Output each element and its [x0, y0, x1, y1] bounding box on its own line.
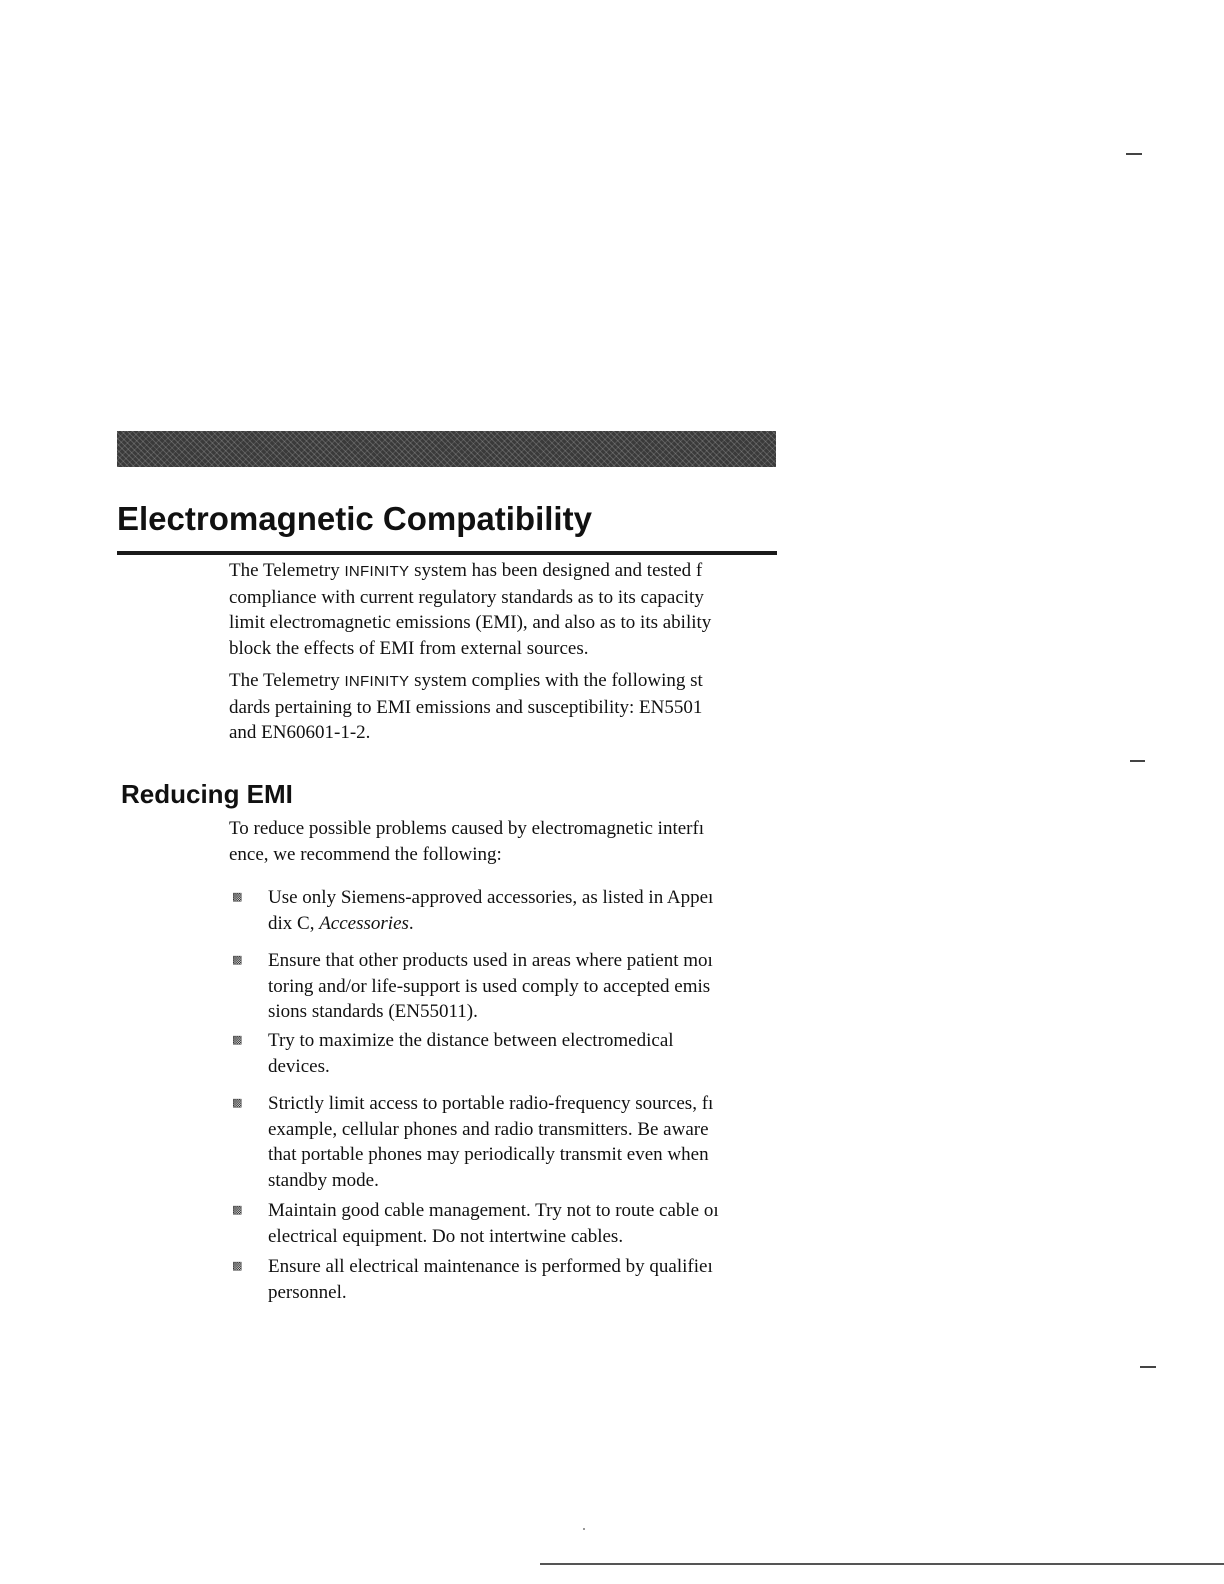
bullet-icon: ▩ — [232, 1033, 243, 1046]
paragraph-line: compliance with current regulatory standards as to its capacity — [229, 586, 704, 608]
margin-mark — [1126, 153, 1142, 155]
bullet-icon: ▩ — [232, 890, 243, 903]
paragraph-line: ence, we recommend the following: — [229, 843, 502, 865]
intro-paragraph-2 — [229, 668, 789, 746]
brand-name: INFINITY — [344, 563, 410, 580]
section-header-bar — [117, 431, 776, 467]
subsection-intro — [229, 816, 789, 867]
paragraph-line: limit electromagnetic emissions (EMI), and also as to its ability — [229, 612, 712, 633]
scan-speck — [583, 1528, 585, 1530]
intro-paragraph-1 — [229, 558, 789, 661]
page-title: Electromagnetic Compatibility — [117, 500, 592, 537]
paragraph-line: dards pertaining to EMI emissions and susceptibility: EN5501 — [229, 696, 703, 718]
paragraph-line: The Telemetry INFINITY system complies with the following st — [229, 670, 703, 691]
paragraph-line: To reduce possible problems caused by electromagnetic interfı — [229, 818, 705, 839]
margin-mark — [1140, 1366, 1156, 1368]
paragraph-line: The Telemetry INFINITY system has been designed and tested f — [229, 560, 703, 581]
title-underline — [117, 551, 777, 555]
bullet-icon: ▩ — [232, 1203, 243, 1216]
document-page: Electromagnetic Compatibility The Telemetry INFINITY system has been designed and tested f compliance with current regulatory standards as to its capacity limit electromagnetic emissions (EMI), and also as to its ability block the effects of EMI from external sources. The Telemetry INFINITY system complies with the following st dards pertaining to EMI emissions and susceptibility: EN5501 and EN60601-1-2. Reducing EMI To reduce possible problems caused by electromagnetic interfı ence, we recommend the following: ▩ Use only Siemens-approved accessories, as listed in Appeı dix C, Accessories. ▩ Ensure that other products used in areas where patient moı toring and/or life-support is used comply to accepted emis sions standards (EN55011). ▩ Try to maximize the distance between electromedical devices. ▩ Strictly limit access to portable radio-frequency sources, fı example, cellular phones and radio transmitters. Be aware that portable phones may periodically transmit even when standby mode. ▩ Maintain good cable management. Try not to route cable oı electrical equipment. Do not intertwine cables. ▩ Ensure all electrical maintenance is performed by qualifieı personnel. — [0, 0, 1224, 1584]
paragraph-line: block the effects of EMI from external sources. — [229, 637, 589, 659]
bullet-icon: ▩ — [232, 1096, 243, 1109]
paragraph-line: and EN60601-1-2. — [229, 722, 371, 743]
bullet-icon: ▩ — [232, 1259, 243, 1272]
footer-rule — [540, 1563, 1224, 1565]
margin-mark — [1130, 760, 1145, 762]
brand-name: INFINITY — [344, 673, 410, 690]
bullet-icon: ▩ — [232, 953, 243, 966]
subsection-title: Reducing EMI — [121, 779, 293, 809]
